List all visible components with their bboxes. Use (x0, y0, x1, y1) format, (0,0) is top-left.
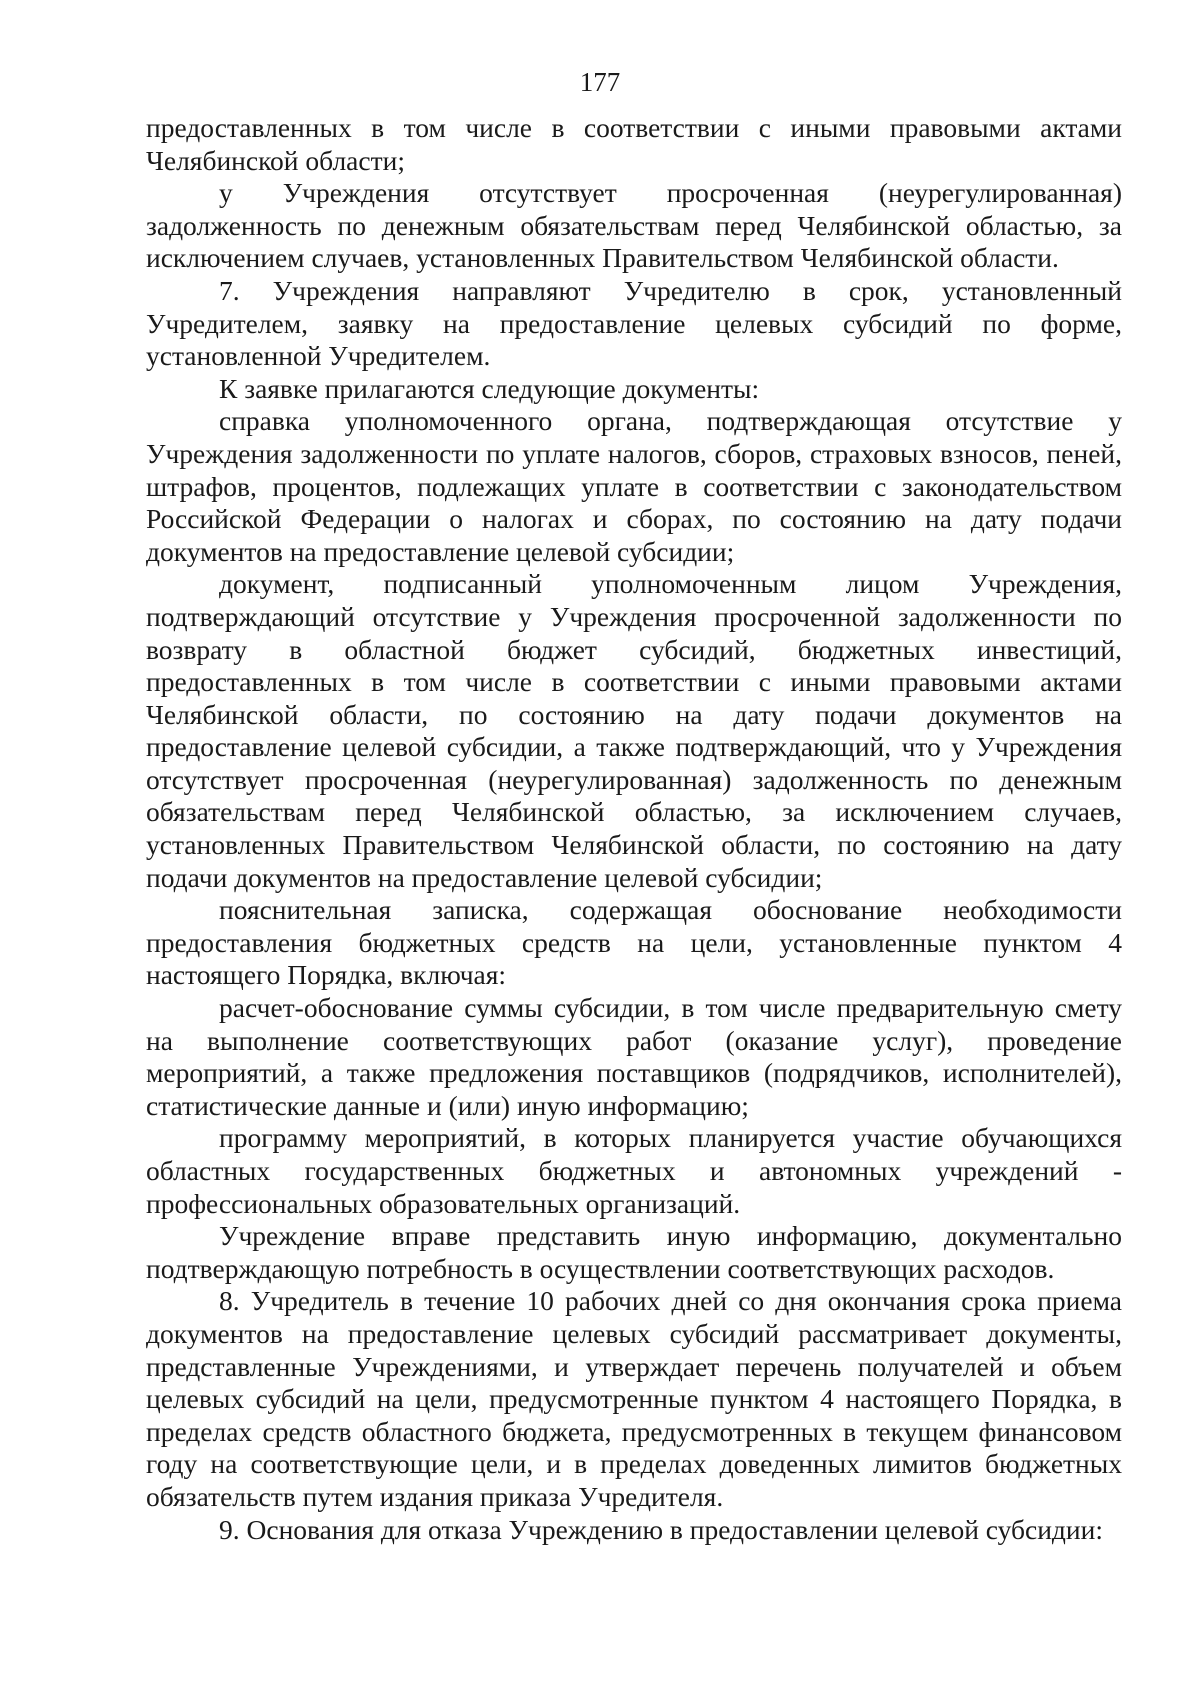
paragraph-item-7: 7. Учреждения направляют Учредителю в срок, установленный Учредителем, заявку на предоставление целевых субсидий по форме, установленной Учредителем. (146, 274, 1122, 372)
paragraph-signed-document: документ, подписанный уполномоченным лицом Учреждения, подтверждающий отсутствие у Учреждения просроченной задолженности по возврату в областной бюджет субсидий, бюджетных инвестиций, предоставленных в том числе в соответствии с иными правовыми актами Челябинской области, по состоянию на дату подачи документов на предоставление целевой субсидии, а также подтверждающий, что у Учреждения отсутствует просроченная (неурегулированная) задолженность по денежным обязательствам перед Челябинской областью, за исключением случаев, установленных Правительством Челябинской области, по состоянию на дату подачи документов на предоставление целевой субсидии; (146, 568, 1122, 893)
paragraph-attachments-intro: К заявке прилагаются следующие документы: (219, 372, 760, 404)
paragraph-event-program: программу мероприятий, в которых планируется участие обучающихся областных государственных бюджетных и автономных учреждений - профессиональных образовательных организаций. (146, 1122, 1122, 1219)
page-number: 177 (579, 67, 621, 97)
paragraph-calculation: расчет-обоснование суммы субсидии, в том числе предварительную смету на выполнение соответствующих работ (оказание услуг), проведение мероприятий, а также предложения поставщиков (подрядчиков, исполнителей), статистические данные и (или) иную информацию; (146, 992, 1122, 1121)
paragraph-tax-certificate: справка уполномоченного органа, подтверждающая отсутствие у Учреждения задолженности по уплате налогов, сборов, страховых взносов, пеней, штрафов, процентов, подлежащих уплате в соответствии с законодательством Российской Федерации о налогах и сборах, по состоянию на дату подачи документов на предоставление целевой субсидии; (146, 405, 1122, 567)
paragraph-item-9: 9. Основания для отказа Учреждению в предоставлении целевой субсидии: (219, 1513, 1104, 1545)
paragraph-other-info: Учреждение вправе представить иную информацию, документально подтверждающую потребность в осуществлении соответствующих расходов. (146, 1220, 1122, 1284)
paragraph-continuation: предоставленных в том числе в соответствии с иными правовыми актами Челябинской области; (146, 112, 1122, 176)
paragraph-item-8: 8. Учредитель в течение 10 рабочих дней со дня окончания срока приема документов на предоставление целевых субсидий рассматривает документы, представленные Учреждениями, и утверждает перечень получателей и объем целевых субсидий на цели, предусмотренные пунктом 4 настоящего Порядка, в пределах средств областного бюджета, предусмотренных в текущем финансовом году на соответствующие цели, и в пределах доведенных лимитов бюджетных обязательств путем издания приказа Учредителя. (146, 1285, 1122, 1512)
document-body (146, 112, 1122, 1546)
paragraph-explanatory-note: пояснительная записка, содержащая обоснование необходимости предоставления бюджетных средств на цели, установленные пунктом 4 настоящего Порядка, включая: (146, 894, 1122, 991)
paragraph-no-overdue-debt: у Учреждения отсутствует просроченная (неурегулированная) задолженность по денежным обязательствам перед Челябинской областью, за исключением случаев, установленных Правительством Челябинской области. (146, 177, 1122, 274)
